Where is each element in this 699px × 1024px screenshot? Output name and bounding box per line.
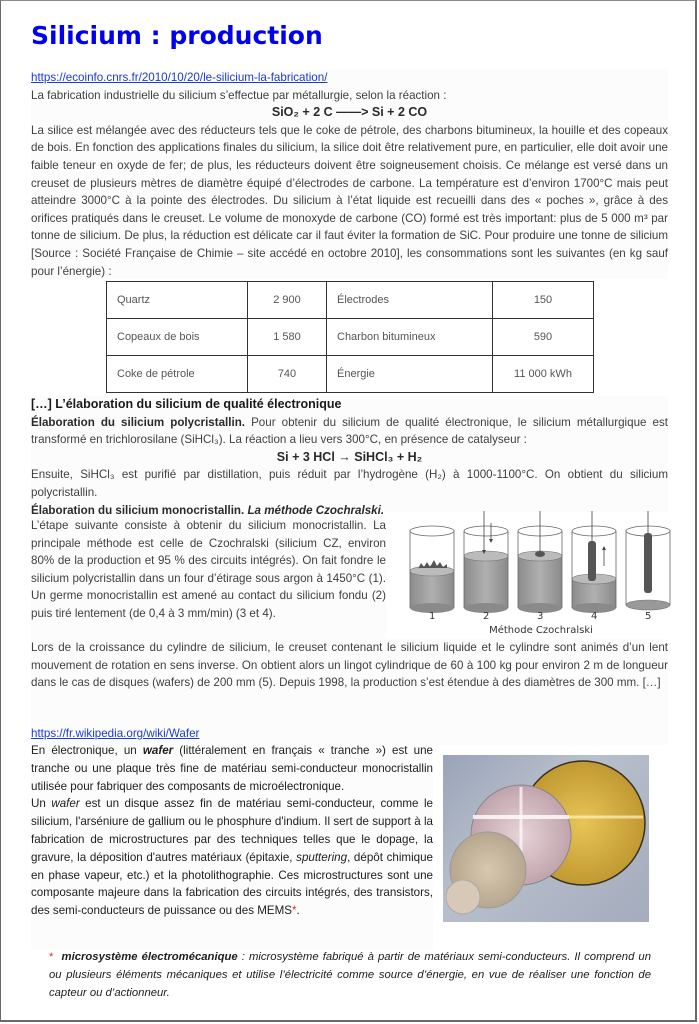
step-label: 1 xyxy=(429,611,436,622)
wafers-image-icon xyxy=(443,755,649,922)
step-label: 3 xyxy=(537,611,544,622)
text-span: En électronique, un xyxy=(31,744,143,757)
table-row xyxy=(107,356,594,393)
poly-text: Pour obtenir du silicium de qualité électronique, le silicium métallurgique est transformé en trichlorosilane (SiHCl₃). La réaction a lieu vers 300°C, en présence de catalyseur : xyxy=(31,415,668,447)
footnote-marker: * xyxy=(292,904,297,918)
wafer-photo xyxy=(443,755,649,922)
section-production-text xyxy=(31,69,668,279)
footnote-definition: : microsystème fabriqué à partir de matériaux semi-conducteurs. Il comprend un ou plusieurs éléments mécaniques et utilise l’électricité comme source d’énergie, en vue de réaliser une fonction de capteur ou d’actionneur. xyxy=(49,951,652,999)
table-cell: 11 000 kWh xyxy=(493,356,594,393)
step-label: 5 xyxy=(645,611,652,622)
czochralski-text: L’étape suivante consiste à obtenir du silicium monocristallin. La principale méthode est celle de Czochralski (silicium CZ, environ 80% de la production et 95 % des circuits intégrés). On fait fondre le silicium polycristallin dans un four d’étirage sous argon à 1450°C (1). Un germe monocristallin est amené au contact du silicium fondu (2) puis tiré lentement (de 0,4 à 3 mm/min) (3 et 4). xyxy=(31,517,386,639)
wafer-term: wafer xyxy=(142,744,174,757)
wafer-paragraph-2 xyxy=(31,795,433,920)
table-row xyxy=(107,319,594,356)
source-link-ecoinfo[interactable]: https://ecoinfo.cnrs.fr/2010/10/20/le-silicium-la-fabrication/ xyxy=(31,71,328,84)
mono-title: Élaboration du silicium monocristallin. xyxy=(31,503,245,517)
reaction-equation-2: Si + 3 HCl → SiHCl₃ + H₂ xyxy=(276,449,423,464)
footnote-asterisk: * xyxy=(49,951,54,963)
figure-caption: Méthode Czochralski xyxy=(489,625,593,636)
text-span: est un disque assez fin de matériau semi-conducteur, comme le silicium, l'arséniure de gallium ou le phosphure d'indium. Il sert de support à la fabrication de microstructures par des techniques telles que le dopage, la gravure, la déposition d'autres matériaux (épitaxie, xyxy=(31,797,434,864)
mono-subtitle: La méthode Czochralski. xyxy=(247,503,385,517)
table-cell: Coke de pétrole xyxy=(107,356,248,393)
text-span: , dépôt chimique en phase vapeur, etc.) et la photolithographie. Ces microstructures sont une composante majeure dans la fabrication des circuits intégrés, des transistors, des semi-conducteurs de puissance ou des MEMS xyxy=(31,850,433,918)
section-heading: […] L’élaboration du silicium de qualité électronique xyxy=(31,397,342,411)
wafer-term: wafer xyxy=(51,797,80,811)
table-cell: Énergie xyxy=(327,356,493,393)
table-cell: 590 xyxy=(493,319,594,356)
reaction-equation-1: SiO₂ + 2 C ——> Si + 2 CO xyxy=(271,105,428,120)
footnote-term: microsystème électromécanique xyxy=(61,951,238,963)
text-span: Un xyxy=(31,797,52,811)
consumption-table xyxy=(106,281,594,393)
table-cell: 150 xyxy=(493,282,594,319)
wafer-paragraph-1 xyxy=(31,742,433,795)
intro-text: La fabrication industrielle du silicium s’effectue par métallurgie, selon la réaction : xyxy=(31,88,447,102)
text-span: (littéralement en français « tranche ») est une tranche ou une plaque très fine de matériau semi-conducteur monocristallin utilisée pour fabriquer des composants de microélectronique. xyxy=(31,744,433,793)
step-label: 2 xyxy=(483,611,490,622)
source-link-wikipedia[interactable]: https://fr.wikipedia.org/wiki/Wafer xyxy=(31,727,200,740)
table-cell: 740 xyxy=(248,356,327,393)
after-reaction-text: Ensuite, SiHCl₃ est purifié par distillation, puis réduit par l’hydrogène (H₂) à 1000-1100°C. On obtient du silicium polycristallin. xyxy=(31,468,668,499)
production-paragraph: La silice est mélangée avec des réducteurs tels que le coke de pétrole, des charbons bitumineux, la houille et des copeaux de bois. En fonction des applications finales du silicium, la silice doit être relativement pure, en particulier, elle doit avoir une faible teneur en oxyde de fer; de plus, les réducteurs doivent être soigneusement choisis. Ce mélange est versé dans un creuset de plusieurs mètres de diamètre équipé d’électrodes de carbone. La température est d’environ 1700°C mais peut atteindre 3000°C à la pointe des électrodes. Du silicium à l’état liquide est recueilli dans des « poches », grâce à des orifices pratiqués dans le creuset. Le volume de monoxyde de carbone (CO) formé est très important: plus de 5 000 m³ par tonne de silicium. De plus, la réduction est délicate car il faut éviter la formation de SiC. Pour produire une tonne de silicium [Source : Société Française de Chimie – site accédé en octobre 2010], les consommations sont les suivantes (en kg sauf pour l’énergie) : xyxy=(31,123,668,278)
table-cell: Quartz xyxy=(107,282,248,319)
table-row xyxy=(107,282,594,319)
table-cell: Charbon bitumineux xyxy=(327,319,493,356)
czochralski-diagram-icon xyxy=(396,511,686,623)
poly-title: Élaboration du silicium polycristallin. xyxy=(31,415,246,429)
czochralski-figure xyxy=(396,511,686,639)
section-electronic-grade xyxy=(31,396,668,517)
wafer-description xyxy=(31,742,433,949)
footnote-mems xyxy=(49,948,651,1002)
growth-paragraph xyxy=(31,639,668,731)
table-cell: Électrodes xyxy=(327,282,493,319)
table-cell: 2 900 xyxy=(248,282,327,319)
sputtering-term: sputtering xyxy=(296,850,348,864)
table-cell: 1 580 xyxy=(248,319,327,356)
page-title: Silicium : production xyxy=(31,21,323,50)
text-span: . xyxy=(296,904,300,918)
table-cell: Copeaux de bois xyxy=(107,319,248,356)
step-label: 4 xyxy=(591,611,598,622)
growth-text: Lors de la croissance du cylindre de silicium, le creuset contenant le silicium liquide et le cylindre sont animés d’un lent mouvement de rotation en sens inverse. On obtient alors un lingot cylindrique de 60 à 100 kg pour environ 2 m de longueur dans le cas de disques (wafers) de 200 mm (5). Depuis 1998, la production s’est étendue à des diamètres de 300 mm. […] xyxy=(31,641,668,690)
